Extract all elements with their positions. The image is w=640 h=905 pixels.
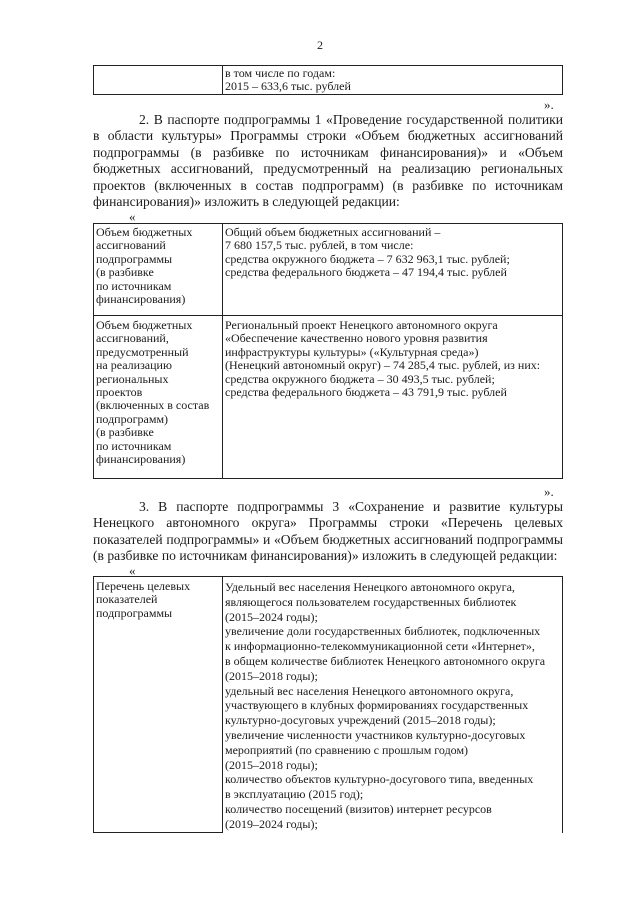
label-line: подпрограммы	[96, 251, 173, 266]
section-3-text: 3. В паспорте подпрограммы 3 «Сохранение и развитие культуры Ненецкого автономного округа» Программы строки «Перечень целевых показателей подпрограммы» и «Объем бюджетных ассигнований подпрограммы (в разбивке по источникам финансирования)» изложить в следующей редакции:	[93, 499, 563, 564]
value-line: являющегося пользователем государственных библиотек	[225, 594, 517, 609]
value-line: «Обеспечение качественно нового уровня развития	[225, 331, 488, 346]
value-line: мероприятий (по сравнению с прошлым годом)	[225, 742, 469, 757]
value-line: количество объектов культурно-досугового типа, введенных	[225, 772, 534, 787]
closing-quote: ».	[544, 484, 554, 499]
section-2-text: 2. В паспорте подпрограммы 1 «Проведение государственной политики в области культуры» Программы строки «Объем бюджетных ассигнований подпрограммы (в разбивке по источникам финансирования)» и «Объем бюджетных ассигнований, предусмотренный на реализацию региональных проектов (включенных в состав подпрограмм) (в разбивке по источникам финансирования)» изложить в следующей редакции:	[93, 112, 563, 210]
label-cell	[94, 66, 223, 95]
value-line: Региональный проект Ненецкого автономного округа	[225, 318, 498, 332]
label-cell	[94, 316, 223, 479]
value-line: (2019–2024 годы);	[225, 816, 318, 831]
label-line: финансирования)	[96, 292, 186, 307]
value-line: количество посещений (визитов) интернет ресурсов	[225, 801, 492, 816]
value-cell	[223, 66, 563, 95]
value-line: увеличение численности участников культурно-досуговых	[225, 727, 526, 742]
label-line: по источникам	[96, 278, 172, 293]
section-3-table	[93, 576, 563, 833]
label-cell	[94, 224, 223, 316]
value-cell	[223, 224, 563, 316]
value-line: Удельный вес населения Ненецкого автономного округа,	[225, 580, 515, 594]
value-line: средства федерального бюджета – 43 791,9 тыс. рублей	[225, 385, 507, 400]
label-line: региональных	[96, 371, 169, 386]
label-line: финансирования)	[96, 452, 186, 467]
section-2-paragraph	[93, 112, 563, 210]
label-line: ассигнований	[96, 238, 166, 253]
table-row	[94, 224, 563, 316]
label-line: показателей	[96, 592, 158, 607]
cell-line: в том числе по годам:	[225, 66, 336, 80]
label-line: (в разбивке	[96, 425, 154, 440]
label-line: подпрограмм)	[96, 411, 169, 426]
value-line: участвующего в клубных формированиях государственных	[225, 698, 529, 713]
value-line: удельный вес населения Ненецкого автономного округа,	[225, 683, 514, 698]
section-3-paragraph	[93, 499, 563, 565]
table-row	[94, 577, 563, 833]
value-line: к информационно-телекоммуникационной сети «Интернет»,	[225, 639, 535, 654]
value-line: культурно-досуговых учреждений (2015–2018 годы);	[225, 713, 496, 728]
label-line: Перечень целевых	[96, 579, 191, 593]
opening-quote: «	[129, 563, 136, 578]
opening-quote: «	[129, 209, 136, 224]
table-row	[94, 316, 563, 479]
value-line: средства окружного бюджета – 7 632 963,1 тыс. рублей;	[225, 251, 510, 266]
value-line: в эксплуатацию (2015 год);	[225, 787, 364, 802]
label-line: (включенных в состав	[96, 398, 210, 413]
value-line: 7 680 157,5 тыс. рублей, в том числе:	[225, 238, 414, 253]
page-number: 2	[317, 38, 323, 52]
value-line: инфраструктуры культуры» («Культурная среда»)	[225, 344, 479, 359]
value-line: средства окружного бюджета – 30 493,5 тыс. рублей;	[225, 371, 495, 386]
value-line: (2015–2018 годы);	[225, 668, 318, 683]
value-line: (Ненецкий автономный округ) – 74 285,4 тыс. рублей, из них:	[225, 358, 541, 373]
table-row	[94, 66, 563, 95]
label-line: Объем бюджетных	[96, 318, 193, 332]
value-line: в общем количестве библиотек Ненецкого автономного округа	[225, 653, 546, 668]
section-2-table	[93, 223, 563, 479]
value-cell	[223, 577, 563, 833]
label-line: предусмотренный	[96, 344, 189, 359]
value-line: Общий объем бюджетных ассигнований –	[225, 225, 441, 239]
label-line: проектов	[96, 385, 143, 400]
value-line: средства федерального бюджета – 47 194,4 тыс. рублей	[225, 265, 507, 280]
label-line: (в разбивке	[96, 265, 154, 280]
value-line: (2015–2018 годы);	[225, 757, 318, 772]
value-line: (2015–2024 годы);	[225, 609, 318, 624]
label-line: ассигнований,	[96, 331, 169, 346]
label-line: на реализацию	[96, 358, 172, 373]
cell-line: 2015 – 633,6 тыс. рублей	[225, 79, 351, 94]
top-table	[93, 65, 563, 95]
label-line: по источникам	[96, 438, 172, 453]
label-line: Объем бюджетных	[96, 225, 193, 239]
value-cell	[223, 316, 563, 479]
label-cell	[94, 577, 223, 833]
label-line: подпрограммы	[96, 605, 173, 620]
value-line: увеличение доли государственных библиотек, подключенных	[225, 624, 541, 639]
closing-quote: ».	[544, 97, 554, 112]
